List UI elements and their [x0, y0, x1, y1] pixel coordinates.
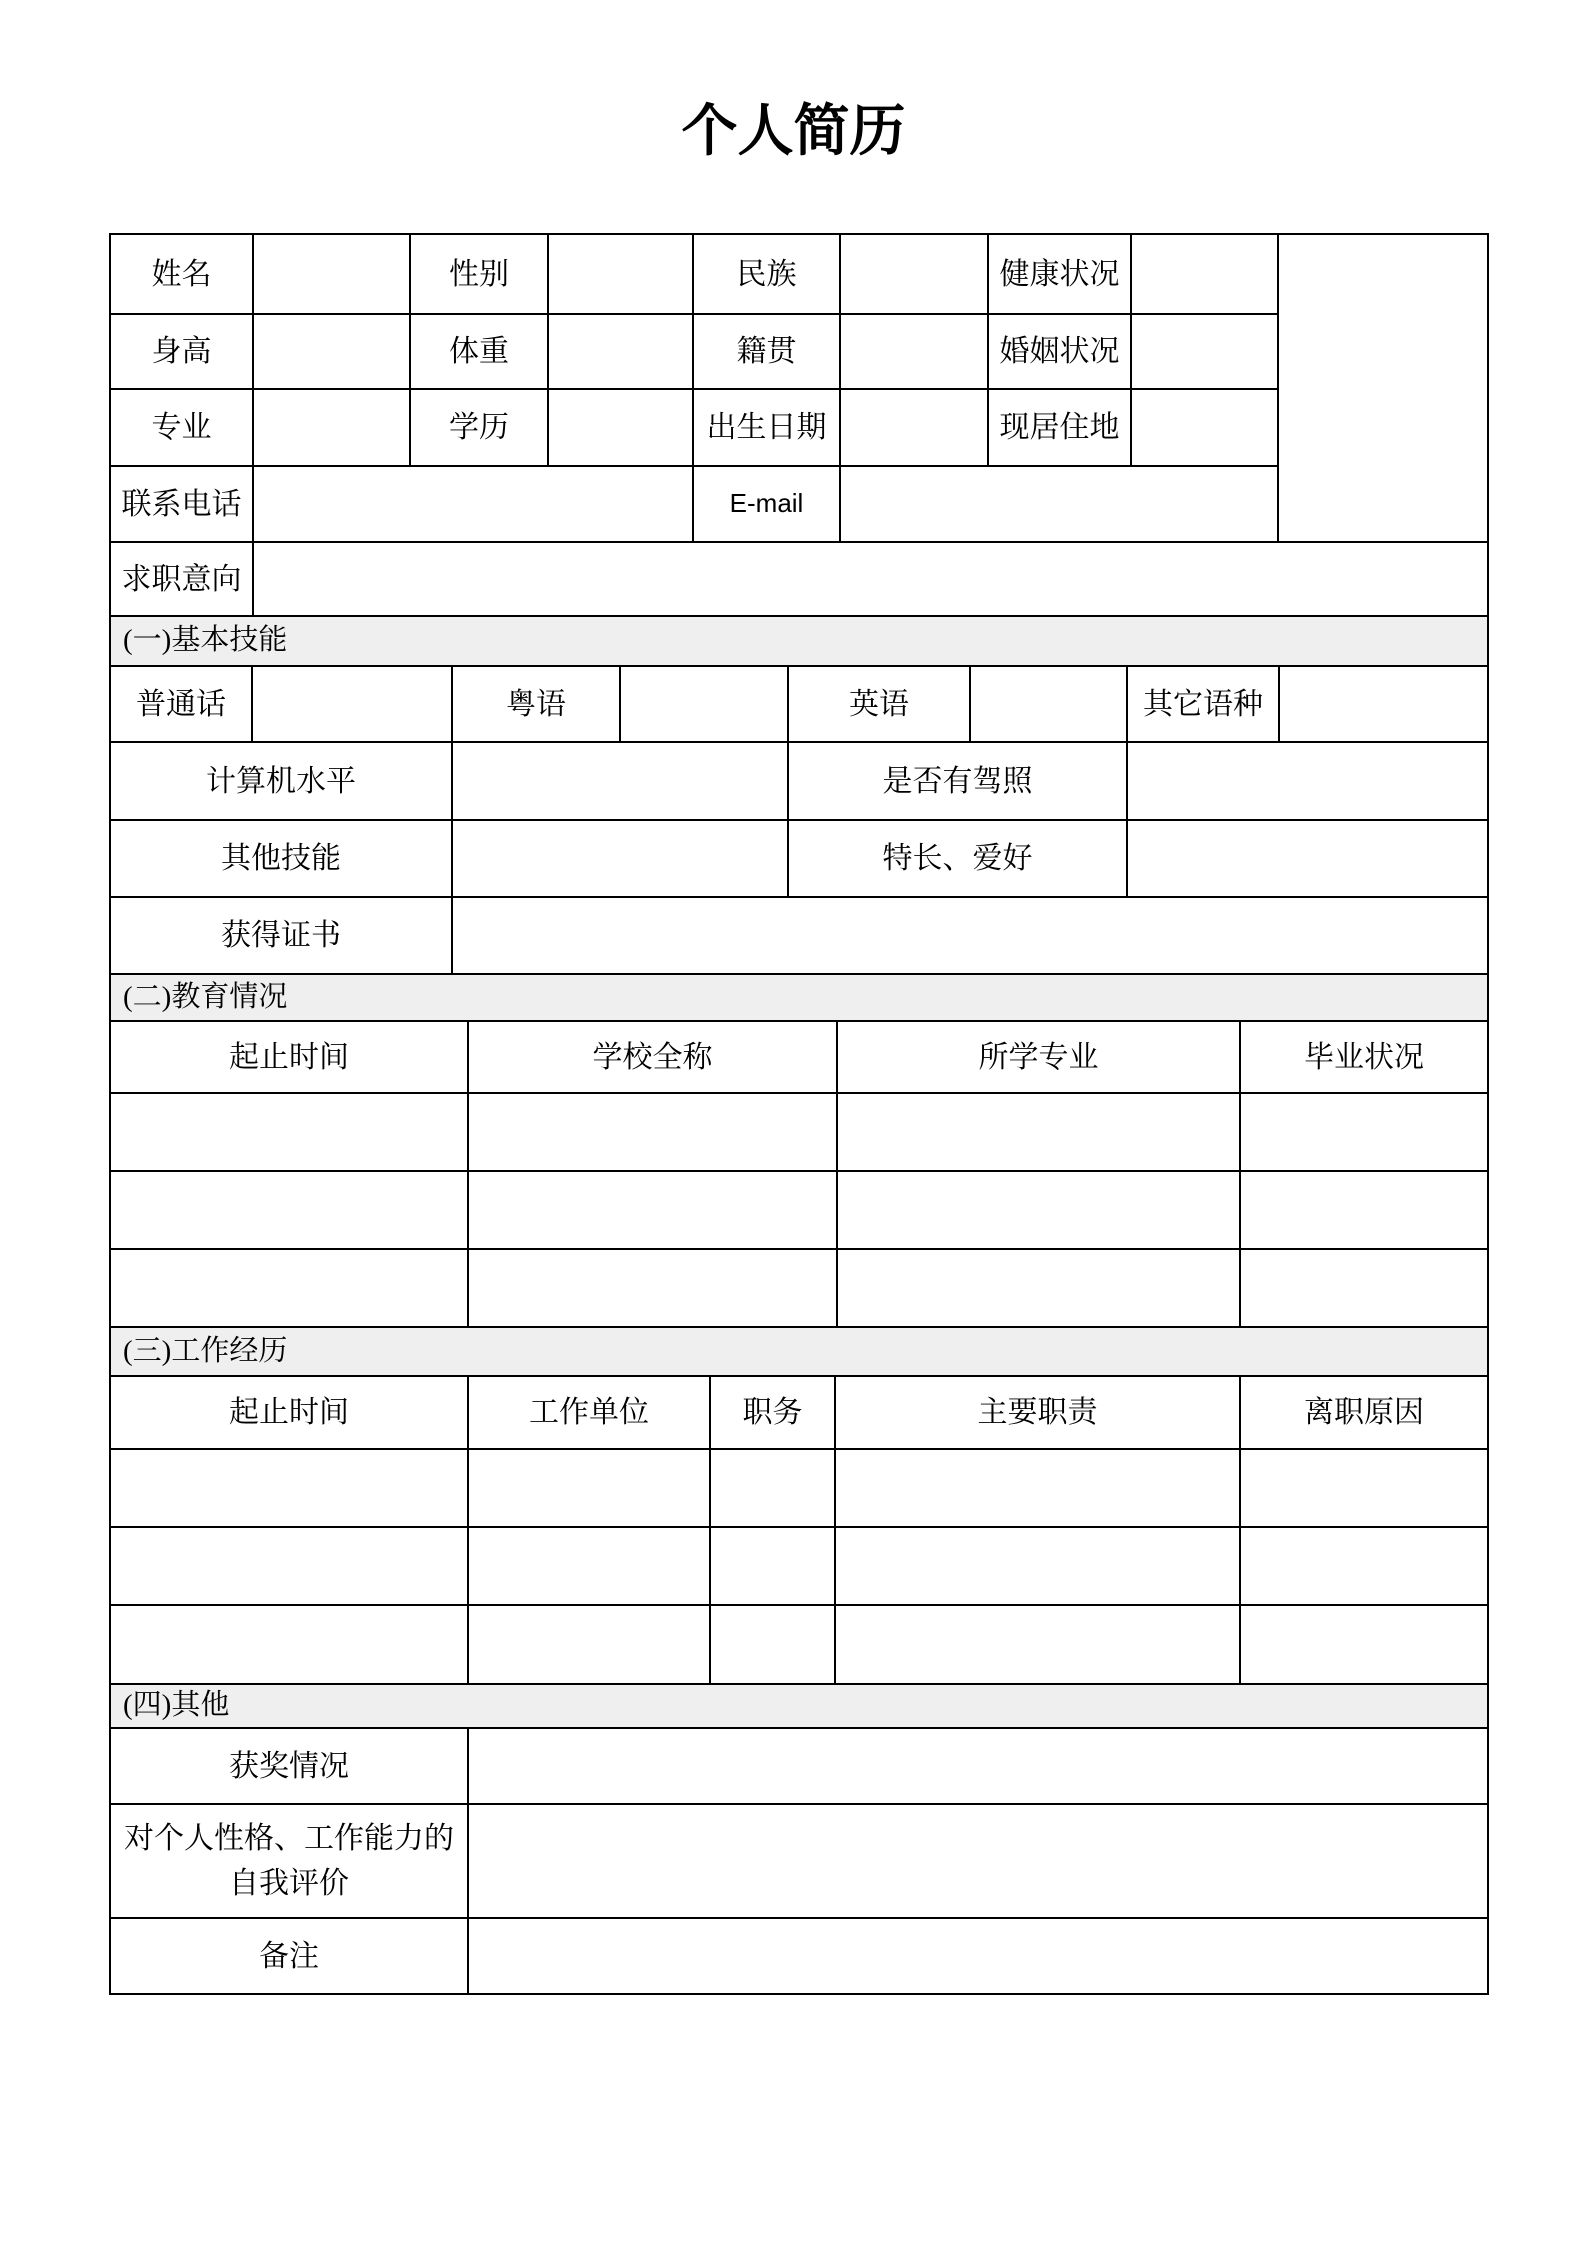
driver-license-label: 是否有驾照 — [788, 742, 1127, 820]
work-header-leave-reason: 离职原因 — [1240, 1376, 1488, 1449]
name-label: 姓名 — [110, 234, 253, 314]
work-row-cell[interactable] — [1240, 1449, 1488, 1527]
marital-label: 婚姻状况 — [988, 314, 1131, 389]
cantonese-value[interactable] — [620, 666, 788, 742]
work-row-cell[interactable] — [710, 1527, 835, 1605]
certificates-label: 获得证书 — [110, 897, 452, 974]
email-label: E-mail — [693, 466, 840, 542]
resume-form — [109, 233, 1487, 1995]
education-section-header: (二)教育情况 — [110, 974, 1488, 1021]
education-table — [109, 973, 1489, 1328]
job-intention-value[interactable] — [253, 542, 1488, 616]
work-row-cell[interactable] — [1240, 1605, 1488, 1684]
education-row-cell[interactable] — [110, 1249, 468, 1327]
ethnicity-value[interactable] — [840, 234, 988, 314]
work-row-cell[interactable] — [468, 1449, 710, 1527]
remarks-value[interactable] — [468, 1918, 1488, 1994]
native-place-value[interactable] — [840, 314, 988, 389]
education-row-cell[interactable] — [468, 1171, 837, 1249]
work-section-header: (三)工作经历 — [110, 1327, 1488, 1376]
computer-level-label: 计算机水平 — [110, 742, 452, 820]
height-label: 身高 — [110, 314, 253, 389]
other-skills-label: 其他技能 — [110, 820, 452, 897]
education-value[interactable] — [548, 389, 693, 466]
other-skills-value[interactable] — [452, 820, 788, 897]
work-header-position: 职务 — [710, 1376, 835, 1449]
education-row-cell[interactable] — [468, 1093, 837, 1171]
marital-value[interactable] — [1131, 314, 1278, 389]
work-table — [109, 1326, 1489, 1685]
work-header-employer: 工作单位 — [468, 1376, 710, 1449]
ethnicity-label: 民族 — [693, 234, 840, 314]
work-row-cell[interactable] — [710, 1605, 835, 1684]
residence-value[interactable] — [1131, 389, 1278, 466]
work-row-cell[interactable] — [710, 1449, 835, 1527]
height-value[interactable] — [253, 314, 410, 389]
work-row-cell[interactable] — [835, 1527, 1240, 1605]
education-row-cell[interactable] — [837, 1171, 1240, 1249]
mandarin-label: 普通话 — [110, 666, 252, 742]
education-row-cell[interactable] — [1240, 1093, 1488, 1171]
gender-value[interactable] — [548, 234, 693, 314]
mandarin-value[interactable] — [252, 666, 452, 742]
specialties-label: 特长、爱好 — [788, 820, 1127, 897]
other-table — [109, 1683, 1489, 1995]
self-evaluation-label: 对个人性格、工作能力的自我评价 — [110, 1804, 468, 1918]
work-row-cell[interactable] — [110, 1527, 468, 1605]
computer-level-value[interactable] — [452, 742, 788, 820]
job-intention-label: 求职意向 — [110, 542, 253, 616]
photo-area[interactable] — [1278, 234, 1488, 542]
english-label: 英语 — [788, 666, 970, 742]
major-label: 专业 — [110, 389, 253, 466]
work-header-duties: 主要职责 — [835, 1376, 1240, 1449]
birth-date-label: 出生日期 — [693, 389, 840, 466]
major-value[interactable] — [253, 389, 410, 466]
work-row-cell[interactable] — [110, 1449, 468, 1527]
work-row-cell[interactable] — [1240, 1527, 1488, 1605]
work-header-period: 起止时间 — [110, 1376, 468, 1449]
work-row-cell[interactable] — [468, 1527, 710, 1605]
work-row-cell[interactable] — [468, 1605, 710, 1684]
phone-label: 联系电话 — [110, 466, 253, 542]
weight-value[interactable] — [548, 314, 693, 389]
name-value[interactable] — [253, 234, 410, 314]
cantonese-label: 粤语 — [452, 666, 620, 742]
education-header-major: 所学专业 — [837, 1021, 1240, 1093]
education-row-cell[interactable] — [1240, 1249, 1488, 1327]
awards-value[interactable] — [468, 1728, 1488, 1804]
driver-license-value[interactable] — [1127, 742, 1488, 820]
education-header-period: 起止时间 — [110, 1021, 468, 1093]
remarks-label: 备注 — [110, 1918, 468, 1994]
education-label: 学历 — [410, 389, 548, 466]
skills-section-header: (一)基本技能 — [110, 616, 1488, 666]
other-section-header: (四)其他 — [110, 1684, 1488, 1728]
education-row-cell[interactable] — [110, 1171, 468, 1249]
certificates-value[interactable] — [452, 897, 1488, 974]
specialties-value[interactable] — [1127, 820, 1488, 897]
email-value[interactable] — [840, 466, 1278, 542]
skills-table — [109, 615, 1489, 975]
weight-label: 体重 — [410, 314, 548, 389]
residence-label: 现居住地 — [988, 389, 1131, 466]
other-language-label: 其它语种 — [1127, 666, 1279, 742]
work-row-cell[interactable] — [110, 1605, 468, 1684]
education-row-cell[interactable] — [837, 1093, 1240, 1171]
education-row-cell[interactable] — [468, 1249, 837, 1327]
awards-label: 获奖情况 — [110, 1728, 468, 1804]
other-language-value[interactable] — [1279, 666, 1488, 742]
education-header-status: 毕业状况 — [1240, 1021, 1488, 1093]
personal-info-table — [109, 233, 1489, 617]
native-place-label: 籍贯 — [693, 314, 840, 389]
health-label: 健康状况 — [988, 234, 1131, 314]
education-row-cell[interactable] — [110, 1093, 468, 1171]
birth-date-value[interactable] — [840, 389, 988, 466]
gender-label: 性别 — [410, 234, 548, 314]
phone-value[interactable] — [253, 466, 693, 542]
work-row-cell[interactable] — [835, 1605, 1240, 1684]
english-value[interactable] — [970, 666, 1127, 742]
work-row-cell[interactable] — [835, 1449, 1240, 1527]
education-header-school: 学校全称 — [468, 1021, 837, 1093]
page-title: 个人简历 — [681, 101, 906, 163]
health-value[interactable] — [1131, 234, 1278, 314]
education-row-cell[interactable] — [1240, 1171, 1488, 1249]
self-evaluation-value[interactable] — [468, 1804, 1488, 1918]
education-row-cell[interactable] — [837, 1249, 1240, 1327]
